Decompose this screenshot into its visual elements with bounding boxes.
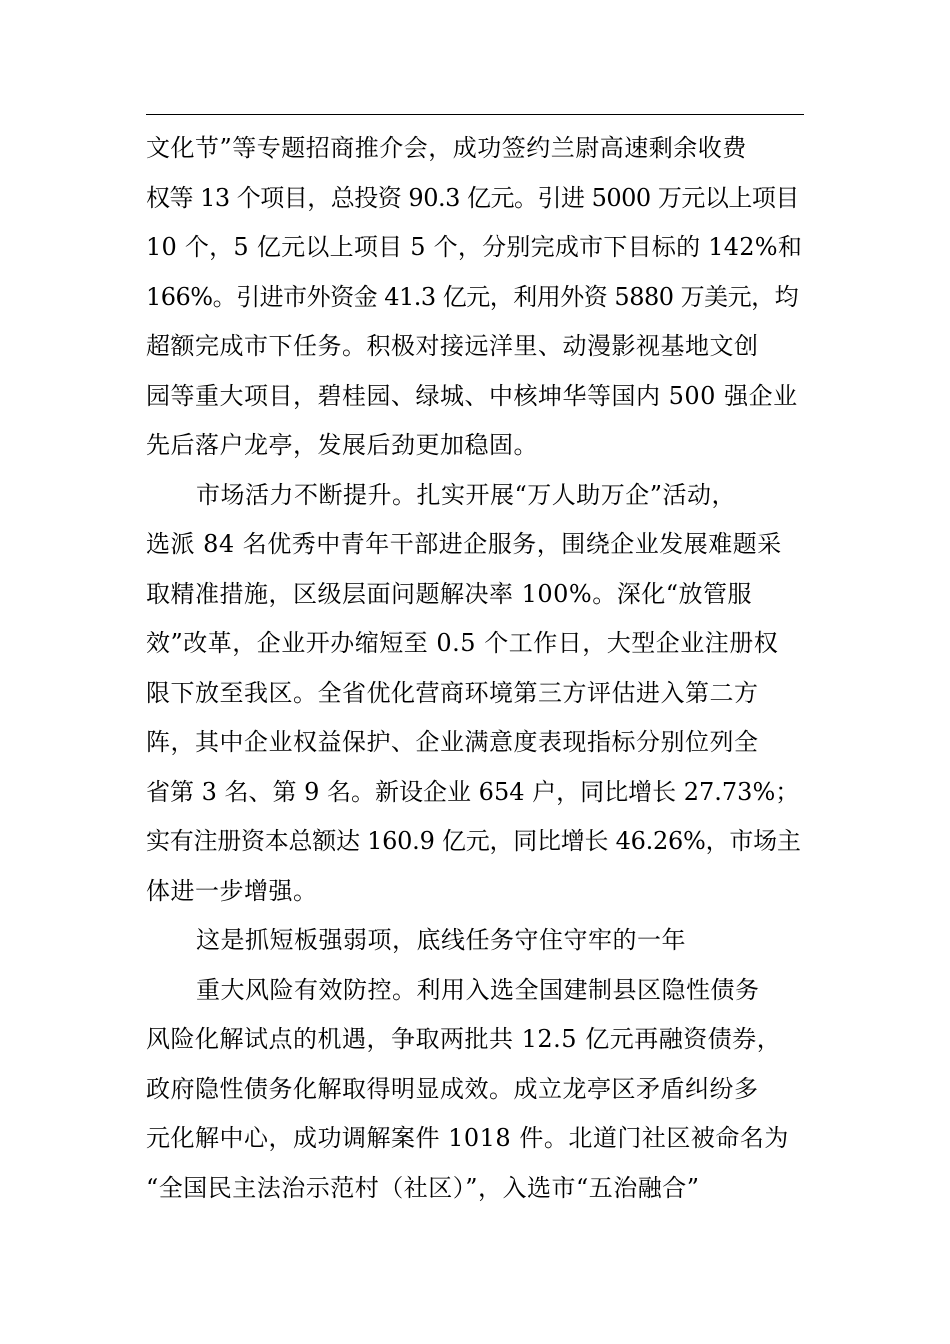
text-line: 风险化解试点的机遇，争取两批共 12.5 亿元再融资债券， [146, 1025, 782, 1053]
text-line: 先后落户龙亭，发展后劲更加稳固。 [146, 431, 538, 459]
text-line: 超额完成市下任务。积极对接远洋里、动漫影视基地文创 [146, 332, 759, 360]
text-line: 取精准措施，区级层面问题解决率 100%。深化“放管服 [146, 579, 753, 608]
text-line: 园等重大项目，碧桂园、绿城、中核坤华等国内 500 强企业 [146, 381, 798, 410]
text-line: 10 个，5 亿元以上项目 5 个，分别完成市下目标的 142%和 [146, 233, 803, 261]
text-line: 文化节”等专题招商推介会，成功签约兰尉高速剩余收费 [146, 134, 747, 162]
text-line: 效”改革，企业开办缩短至 0.5 个工作日，大型企业注册权 [146, 629, 779, 657]
text-line: 市场活力不断提升。扎实开展“万人助万企”活动， [196, 480, 737, 509]
text-line: 实有注册资本总额达 160.9 亿元，同比增长 46.26%，市场主 [146, 827, 801, 855]
text-line: 政府隐性债务化解取得明显成效。成立龙亭区矛盾纠纷多 [146, 1074, 759, 1103]
text-line: 166%。引进市外资金 41.3 亿元，利用外资 5880 万美元，均 [146, 282, 799, 311]
text-line: “全国民主法治示范村（社区）”，入选市“五治融合” [146, 1173, 700, 1202]
text-line: 元化解中心，成功调解案件 1018 件。北道门社区被命名为 [146, 1124, 789, 1152]
text-line: 体进一步增强。 [146, 876, 318, 905]
text-line: 省第 3 名、第 9 名。新设企业 654 户，同比增长 27.73%； [146, 777, 800, 806]
text-line: 权等 13 个项目，总投资 90.3 亿元。引进 5000 万元以上项目 [146, 183, 799, 212]
text-line: 重大风险有效防控。利用入选全国建制县区隐性债务 [196, 975, 760, 1004]
text-line: 选派 84 名优秀中青年干部进企服务，围绕企业发展难题采 [146, 530, 782, 558]
text-line: 阵，其中企业权益保护、企业满意度表现指标分别位列全 [146, 728, 759, 756]
body-text [146, 124, 804, 1213]
text-line: 这是抓短板强弱项，底线任务守住守牢的一年 [196, 926, 686, 954]
header-rule [146, 114, 804, 115]
text-line: 限下放至我区。全省优化营商环境第三方评估进入第二方 [146, 678, 759, 707]
